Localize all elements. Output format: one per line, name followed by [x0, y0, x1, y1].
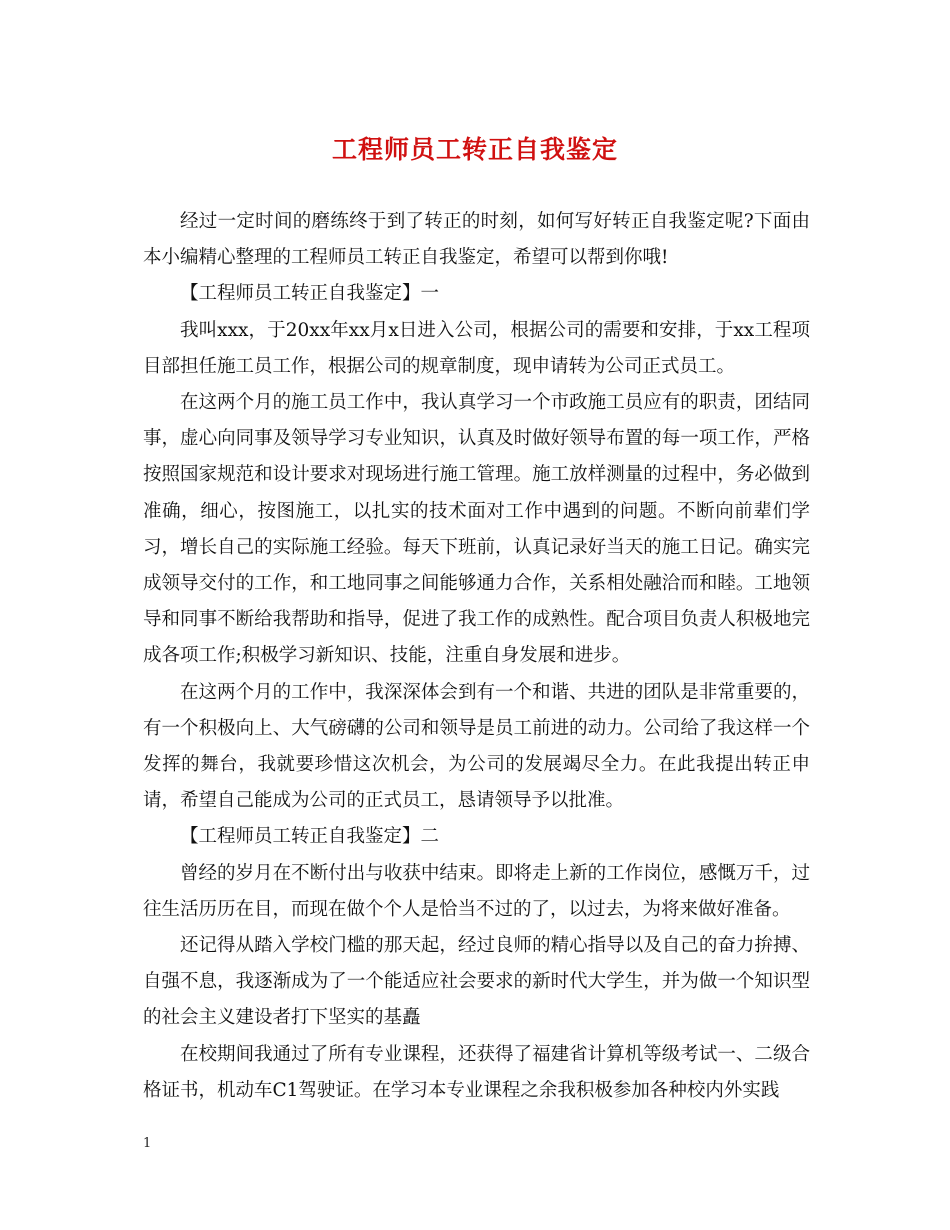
intro-paragraph: 经过一定时间的磨练终于到了转正的时刻，如何写好转正自我鉴定呢?下面由本小编精心整理的工程师员工转正自我鉴定，希望可以帮到你哦! [143, 211, 810, 269]
body-paragraph: 在这两个月的工作中，我深深体会到有一个和谐、共进的团队是非常重要的，有一个积极向上、大气磅礴的公司和领导是员工前进的动力。公司给了我这样一个发挥的舞台，我就要珍惜这次机会，为公司的发展竭尽全力。在此我提出转正申请，希望自己能成为公司的正式员工，恳请领导予以批准。 [143, 681, 810, 812]
page-number: 1 [143, 1136, 152, 1151]
body-paragraph: 在校期间我通过了所有专业课程，还获得了福建省计算机等级考试一、二级合格证书，机动车C1驾驶证。在学习本专业课程之余我积极参加各种校内外实践 [143, 1043, 810, 1101]
section-heading-one: 【工程师员工转正自我鉴定】一 [180, 283, 440, 305]
page-title: 工程师员工转正自我鉴定 [331, 135, 618, 164]
body-paragraph: 曾经的岁月在不断付出与收获中结束。即将走上新的工作岗位，感慨万千，过往生活历历在目，而现在做个个人是恰当不过的了，以过去，为将来做好准备。 [143, 862, 810, 920]
body-paragraph: 在这两个月的施工员工作中，我认真学习一个市政施工员应有的职责，团结同事，虚心向同事及领导学习专业知识，认真及时做好领导布置的每一项工作，严格按照国家规范和设计要求对现场进行施工管理。施工放样测量的过程中，务必做到准确，细心，按图施工，以扎实的技术面对工作中遇到的问题。不断向前辈们学习，增长自己的实际施工经验。每天下班前，认真记录好当天的施工日记。确实完成领导交付的工作，和工地同事之间能够通力合作，关系相处融洽而和睦。工地领导和同事不断给我帮助和指导，促进了我工作的成熟性。配合项目负责人积极地完成各项工作;积极学习新知识、技能，注重自身发展和进步。 [143, 392, 810, 667]
section-heading-two: 【工程师员工转正自我鉴定】二 [180, 826, 440, 848]
body-paragraph: 还记得从踏入学校门槛的那天起，经过良师的精心指导以及自己的奋力拚搏、自强不息，我逐渐成为了一个能适应社会要求的新时代大学生，并为做一个知识型的社会主义建设者打下坚实的基矗 [143, 935, 810, 1029]
document-body [143, 204, 810, 1109]
body-paragraph: 我叫xxx，于20xx年xx月x日进入公司，根据公司的需要和安排，于xx工程项目部担任施工员工作，根据公司的规章制度，现申请转为公司正式员工。 [143, 319, 810, 377]
